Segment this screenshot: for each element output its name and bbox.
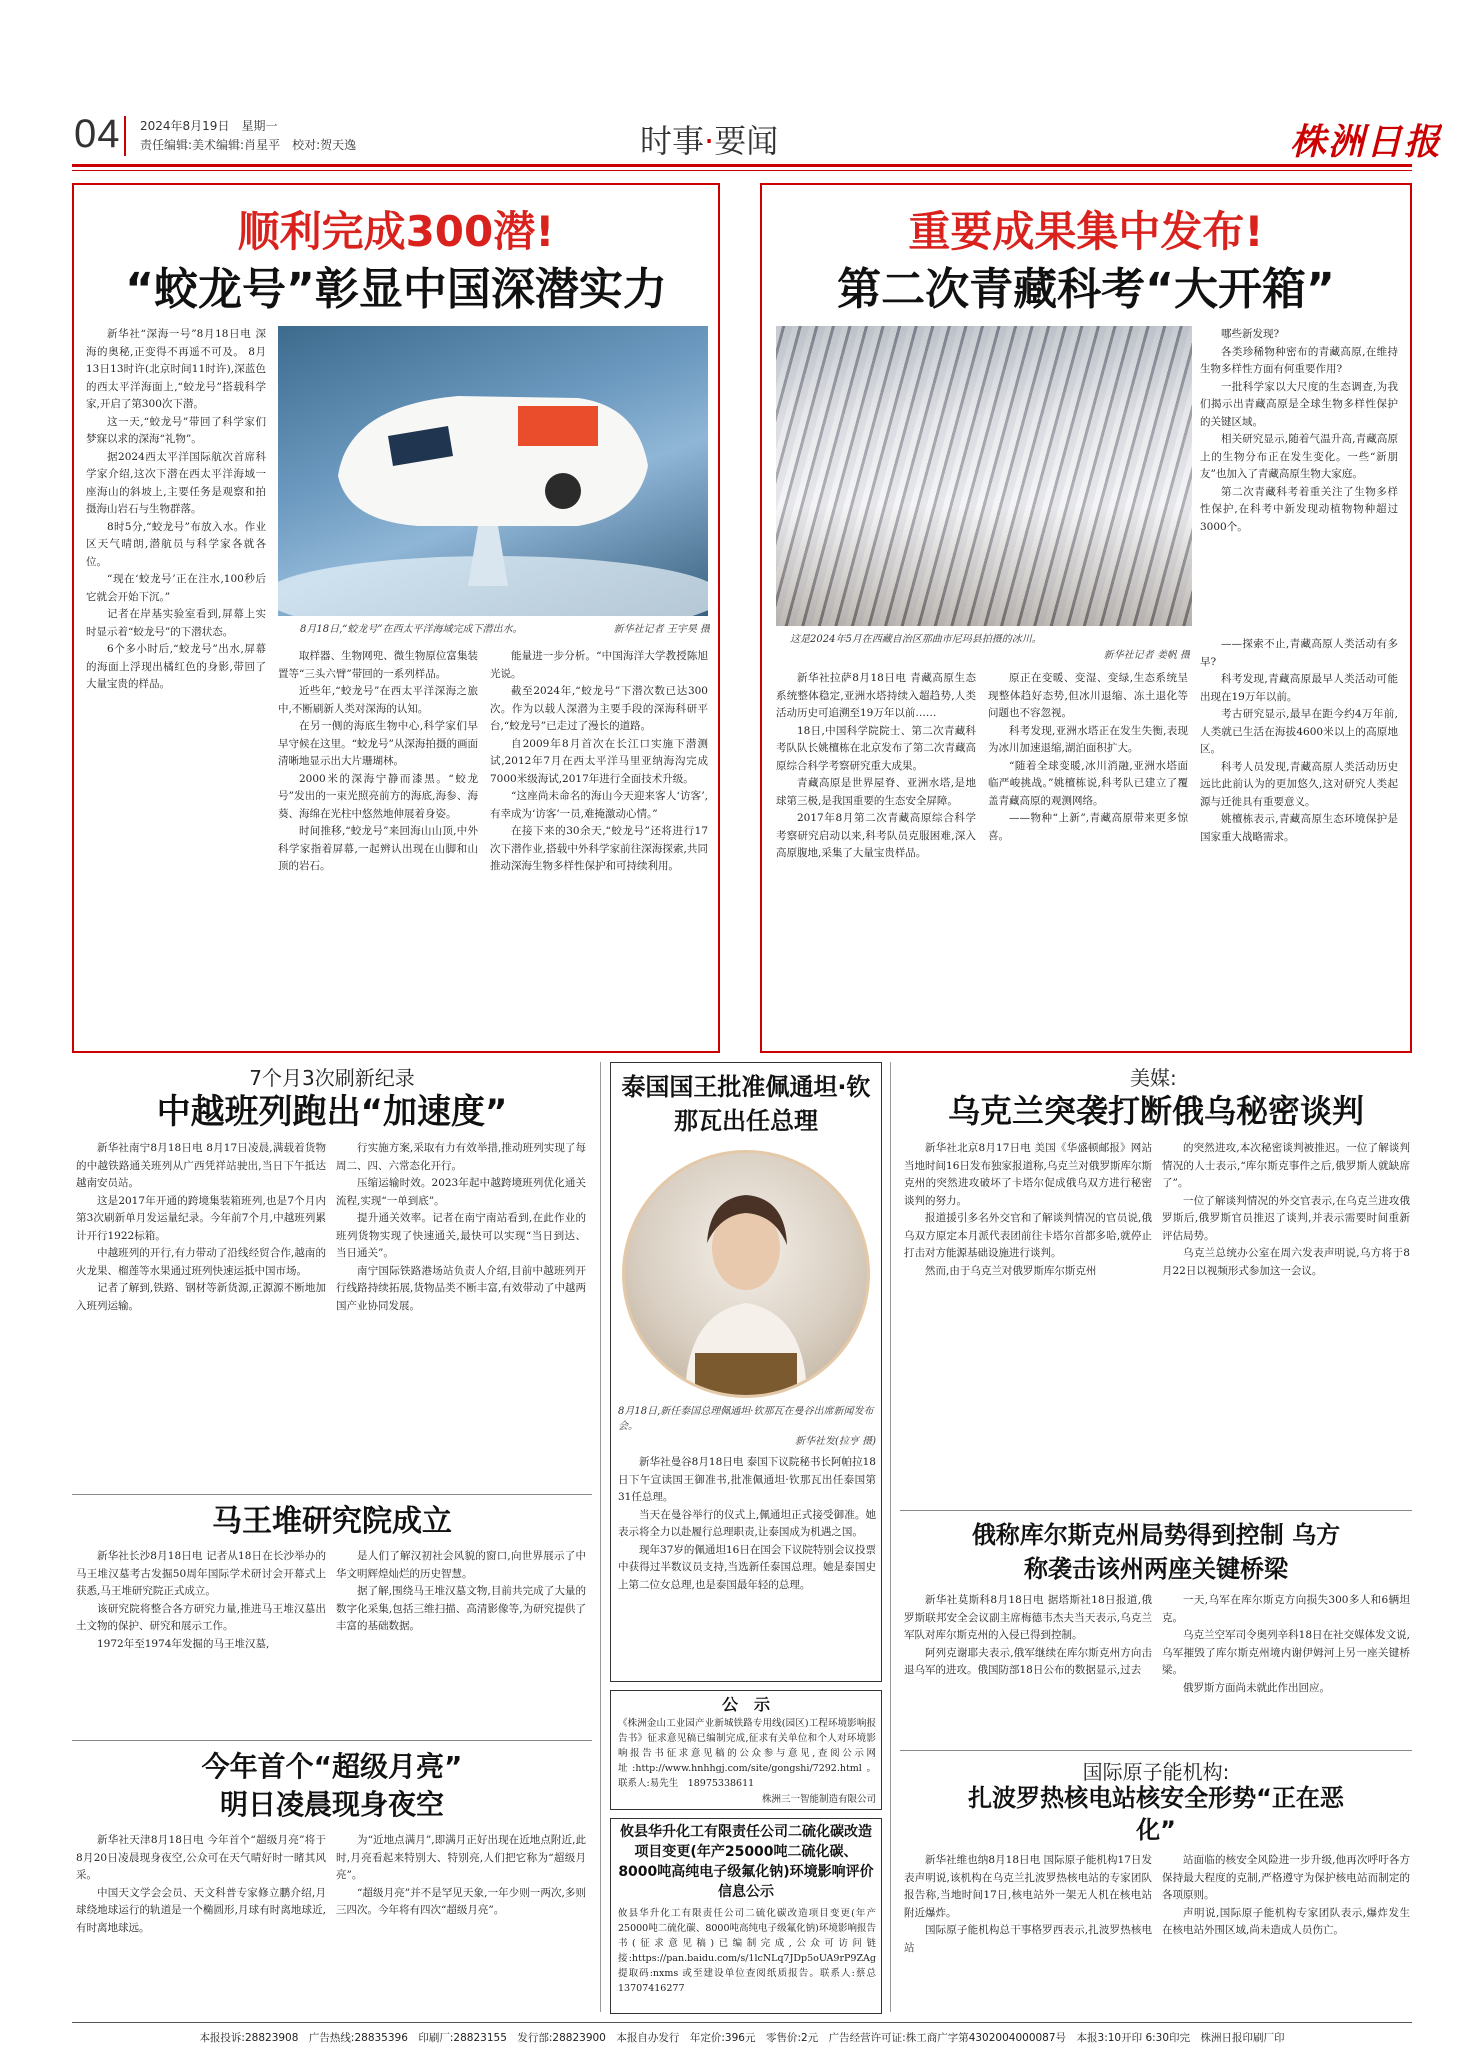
para: 站面临的核安全风险进一步升级,他再次呼吁各方保持最大程度的克制,严格遵守为保护核电站而制定的各项原则。: [1162, 1854, 1410, 1901]
story2-kicker: 重要成果集中发布!: [908, 207, 1264, 256]
story2-col-b2: [988, 670, 1188, 1040]
para: 新华社北京8月17日电 美国《华盛顿邮报》网站当地时间16日发布独家报道称,乌克兰对俄罗斯库尔斯克州的突然进攻破坏了卡塔尔促成俄乌双方进行秘密谈判的努力。: [904, 1142, 1152, 1207]
story5-headline: 明日凌晨现身夜空: [219, 1788, 444, 1821]
footer-info: 本报投诉:28823908 广告热线:28835396 印刷厂:28823155 发行部:28823900 本报自办发行 年定价:396元 零售价:2元 广告经营许可证:株工商广字第4302004000087号 本报3:10开印 6:30印完 株洲日报印刷厂印: [199, 2032, 1285, 2044]
story1-headline: “蛟龙号”彰显中国深潜实力: [125, 264, 667, 315]
divider: [900, 1750, 1412, 1751]
story3-headline: 中越班列跑出“加速度”: [156, 1092, 508, 1132]
story5-col2: [336, 1832, 586, 2012]
notice2-body: 攸县华升化工有限责任公司二硫化碳改造项目变更(年产25000吨二硫化碳、8000吨高纯电子级氟化钠)环境影响报告书(征求意见稿)已编制完成,公众可访问链接:https://pan.baidu.com/s/1lcNLq7JDp5oUA9rP9ZAg 提取码:nxms 或至建设单位查阅纸质报告。联系人:蔡总 13707416277: [618, 1908, 876, 1994]
para: 新华社维也纳8月18日电 国际原子能机构17日发表声明说,该机构在乌克兰扎波罗热核电站的专家团队报告称,当地时间17日,核电站外一架无人机在核电站附近爆炸。: [904, 1854, 1152, 1919]
story2-photo-credit: 新华社记者 姜帆 摄: [1103, 650, 1190, 661]
para: 现年37岁的佩通坦16日在国会下议院特别会议投票中获得过半数议员支持,当选新任泰国总理。她是泰国史上第二位女总理,也是泰国最年轻的总理。: [618, 1543, 876, 1591]
story3-kicker: 7个月3次刷新纪录: [249, 1066, 415, 1090]
header-meta: [140, 117, 356, 155]
para: 近些年,“蛟龙号”在西太平洋深海之旅中,不断刷新人类对深海的认知。: [278, 685, 478, 715]
para: 新华社南宁8月18日电 8月17日凌晨,满载着货物的中越铁路通关班列从广西凭祥站驶出,当日下午抵达越南安员站。: [76, 1142, 326, 1189]
story7-col1: [904, 1140, 1152, 1502]
para: 取样器、生物网兜、微生物原位富集装置等“三头六臂”带回的一系列样品。: [278, 650, 478, 680]
story3-col2: [336, 1140, 586, 1485]
para: 记者在岸基实验室看到,屏幕上实时显示着“蛟龙号”的下潜状态。: [86, 608, 266, 638]
story2-col-r2: [1200, 636, 1398, 1040]
para: 姚檀栋表示,青藏高原生态环境保护是国家重大战略需求。: [1200, 813, 1398, 843]
footer-rule: [72, 2022, 1412, 2023]
para: 提升通关效率。记者在南宁南站看到,在此作业的班列货物实现了快速通关,最快可以实现“当日到达、当日通关”。: [336, 1212, 586, 1259]
glacier-photo: [776, 326, 1192, 626]
section-b: 要闻: [714, 122, 779, 160]
story8-headline: 俄称库尔斯克州局势得到控制 乌方称袭击该州两座关键桥梁: [971, 1521, 1341, 1583]
para: 压缩运输时效。2023年起中越跨境班列优化通关流程,实现“一单到底”。: [336, 1177, 586, 1207]
para: 一天,乌军在库尔斯克方向损失300多人和6辆坦克。: [1162, 1594, 1410, 1624]
story9-headline: 扎波罗热核电站核安全形势“正在恶化”: [968, 1784, 1344, 1844]
para: 科考发现,亚洲水塔正在发生失衡,表现为冰川加速退缩,湖泊面积扩大。: [988, 724, 1188, 754]
para: 报道援引多名外交官和了解谈判情况的官员说,俄乌双方原定本月派代表团前往卡塔尔首都多哈,就停止打击对方能源基础设施进行谈判。: [904, 1212, 1152, 1259]
para: 行实施方案,采取有力有效举措,推动班列实现了每周二、四、六常态化开行。: [336, 1142, 586, 1172]
story4-col1: [76, 1548, 326, 1732]
story1-col1: [86, 326, 266, 1040]
para: 新华社天津8月18日电 今年首个“超级月亮”将于8月20日凌晨现身夜空,公众可在天气晴好时一睹其风采。: [76, 1834, 326, 1881]
story8-col1: [904, 1592, 1152, 1742]
para: 2017年8月第二次青藏高原综合科学考察研究启动以来,科考队员克服困难,深入高原腹地,采集了大量宝贵样品。: [776, 812, 976, 859]
para: 新华社长沙8月18日电 记者从18日在长沙举办的马王堆汉墓考古发掘50周年国际学术研讨会开幕式上获悉,马王堆研究院正式成立。: [76, 1550, 326, 1597]
page-number: 04: [74, 112, 121, 156]
story1-photo-caption: 8月18日,“蛟龙号”在西太平洋海域完成下潜出水。: [300, 624, 523, 635]
para: 中国天文学会会员、天文科普专家修立鹏介绍,月球绕地球运行的轨道是一个椭圆形,月球有时离地球近,有时离地球远。: [76, 1886, 326, 1934]
para: 新华社曼谷8月18日电 泰国下议院秘书长阿帕拉18日下午宣读国王御准书,批准佩通坦·钦那瓦出任泰国第31任总理。: [618, 1456, 876, 1503]
story5-kicker: 今年首个“超级月亮”: [201, 1750, 463, 1783]
story2-headline: 第二次青藏科考“大开箱”: [837, 264, 1335, 315]
notice2-title: 攸县华升化工有限责任公司二硫化碳改造项目变更(年产25000吨二硫化碳、8000吨高纯电子级氟化钠)环境影响评价信息公示: [618, 1824, 874, 1900]
para: 据2024西太平洋国际航次首席科学家介绍,这次下潜在西太平洋海域一座海山的斜坡上,主要任务是观察和拍摄海山岩石与生物群落。: [86, 450, 266, 515]
story1-photo-credit: 新华社记者 王宇昊 摄: [613, 624, 710, 635]
para: 各类珍稀物种密布的青藏高原,在维持生物多样性方面有何重要作用?: [1200, 345, 1398, 375]
section-title: [640, 116, 778, 162]
para: 8时5分,“蛟龙号”布放入水。作业区天气晴朗,潜航员与科学家各就各位。: [86, 520, 266, 568]
para: 声明说,国际原子能机构专家团队表示,爆炸发生在核电站外围区域,尚未造成人员伤亡。: [1162, 1906, 1410, 1936]
story7-col2: [1162, 1140, 1410, 1502]
para: 时间推移,“蛟龙号”来回海山山顶,中外科学家指着屏幕,一起辨认出现在山脚和山顶的岩石。: [278, 825, 478, 872]
story5-col1: [76, 1832, 326, 2012]
story7-headline: 乌克兰突袭打断俄乌秘密谈判: [947, 1092, 1364, 1130]
para: 在接下来的30余天,“蛟龙号”还将进行17次下潜作业,搭载中外科学家前往深海探索,共同推动深海生物多样性保护和可持续利用。: [490, 825, 708, 872]
para: 这是2017年开通的跨境集装箱班列,也是7个月内第3次刷新单月发运量纪录。今年前7个月,中越班列累计开行1922标箱。: [76, 1194, 326, 1242]
para: 2000米的深海宁静而漆黑。“蛟龙号”发出的一束光照亮前方的海底,海参、海葵、海绵在光柱中悠然地伸展着身姿。: [278, 772, 478, 820]
para: 乌克兰总统办公室在周六发表声明说,乌方将于8月22日以视频形式参加这一会议。: [1162, 1247, 1410, 1277]
para: “超级月亮”并不是罕见天象,一年少则一两次,多则三四次。今年将有四次“超级月亮”。: [336, 1886, 586, 1916]
para: 能量进一步分析。“中国海洋大学教授陈旭光说。: [490, 650, 708, 680]
para: 新华社拉萨8月18日电 青藏高原生态系统整体稳定,亚洲水塔持续入超趋势,人类活动历史可追溯至19万年以前……: [776, 672, 976, 719]
notice1-body: 《株洲金山工业园产业新城铁路专用线(园区)工程环境影响报告书》征求意见稿已编制完成,征求有关单位和个人对环境影响报告书征求意见稿的公众参与意见,查阅公示网址:http://www.hnhhgj.com/site/gongshi/7292.html。联系人:易先生 18975338611: [618, 1718, 876, 1789]
column-divider: [890, 1062, 891, 2012]
divider: [900, 1510, 1412, 1511]
para: 考古研究显示,最早在距今约4万年前,人类就已生活在海拔4600米以上的高原地区。: [1200, 708, 1398, 755]
story9-col2: [1162, 1852, 1410, 2012]
story1-col3: [490, 648, 708, 1040]
story1-col2: [278, 648, 478, 1040]
para: ——物种“上新”,青藏高原带来更多惊喜。: [988, 812, 1188, 842]
story6-body: [618, 1454, 876, 1676]
divider: [72, 1494, 592, 1495]
para: 原正在变暖、变湿、变绿,生态系统呈现整体趋好态势,但冰川退缩、冻土退化等问题也不容忽视。: [988, 672, 1188, 719]
para: “随着全球变暖,冰川消融,亚洲水塔面临严峻挑战。”姚檀栋说,科考队已建立了覆盖青藏高原的观测网络。: [988, 759, 1188, 807]
para: 科考人员发现,青藏高原人类活动历史远比此前认为的更加悠久,这对研究人类起源与迁徙具有重要意义。: [1200, 760, 1398, 808]
para: 记者了解到,铁路、钢材等新货源,正源源不断地加入班列运输。: [76, 1282, 326, 1312]
para: “现在‘蛟龙号’正在注水,100秒后它就会开始下沉。”: [86, 573, 266, 603]
para: 是人们了解汉初社会风貌的窗口,向世界展示了中华文明辉煌灿烂的历史智慧。: [336, 1550, 586, 1580]
issue-date: 2024年8月19日 星期一: [140, 119, 278, 133]
story4-headline: 马王堆研究院成立: [212, 1504, 452, 1539]
story4-col2: [336, 1548, 586, 1732]
jiaolong-submersible-photo: [278, 326, 708, 616]
story2-col-b1: [776, 670, 976, 1040]
para: 自2009年8月首次在长江口实施下潜测试,2012年7月在西太平洋马里亚纳海沟完成7000米级海试,2017年进行全面技术升级。: [490, 737, 708, 785]
newspaper-logo: 株洲日报: [1290, 121, 1443, 163]
para: 1972年至1974年发掘的马王堆汉墓,: [97, 1637, 270, 1650]
header-divider: [124, 116, 126, 156]
story2-col-r1: [1200, 326, 1398, 626]
para: 然而,由于乌克兰对俄罗斯库尔斯克州: [925, 1264, 1097, 1277]
section-dot: ·: [704, 122, 715, 160]
para: 哪些新发现?: [1221, 328, 1280, 340]
para: 国际原子能机构总干事格罗西表示,扎波罗热核电站: [904, 1924, 1152, 1954]
para: 俄罗斯方面尚未就此作出回应。: [1183, 1681, 1330, 1694]
story8-col2: [1162, 1592, 1410, 1742]
header-rule: [72, 164, 1412, 167]
story6-photo-credit: 新华社发(拉亨 摄): [795, 1436, 876, 1447]
para: 6个多小时后,“蛟龙号”出水,屏幕的海面上浮现出橘红色的身影,带回了大量宝贵的样品。: [86, 643, 266, 690]
story1-kicker: 顺利完成300潜!: [237, 207, 555, 256]
submersible-illustration: [278, 326, 708, 616]
para: 的突然进攻,本次秘密谈判被推迟。一位了解谈判情况的人士表示,“库尔斯克事件之后,俄罗斯人就缺席了”。: [1162, 1142, 1410, 1189]
story3-col1: [76, 1140, 326, 1485]
para: 18日,中国科学院院士、第二次青藏科考队队长姚檀栋在北京发布了第二次青藏高原综合科学考察研究重大成果。: [776, 724, 976, 772]
para: 乌克兰空军司令奥列辛科18日在社交媒体发文说,乌军摧毁了库尔斯克州境内谢伊姆河上另一座关键桥梁。: [1162, 1629, 1410, 1676]
section-a: 时事: [640, 122, 705, 160]
para: 新华社莫斯科8月18日电 据塔斯社18日报道,俄罗斯联邦安全会议副主席梅德韦杰夫当天表示,乌克兰军队对库尔斯克州的入侵已得到控制。: [904, 1594, 1152, 1641]
para: 阿列克谢耶夫表示,俄军继续在库尔斯克州方向击退乌军的进攻。俄国防部18日公布的数据显示,过去: [904, 1646, 1152, 1676]
para: “这座尚未命名的海山今天迎来客人‘访客’,有幸成为‘访客’一员,难掩激动心情。”: [490, 790, 708, 820]
story7-kicker: 美媒:: [1130, 1066, 1177, 1090]
para: 据了解,围绕马王堆汉墓文物,目前共完成了大量的数字化采集,包括三维扫描、高清影像等,为研究提供了丰富的基础数据。: [336, 1585, 586, 1632]
para: 第二次青藏科考着重关注了生物多样性保护,在科考中新发现动植物物种超过3000个。: [1200, 485, 1398, 533]
story6-photo-caption: 8月18日,新任泰国总理佩通坦·钦那瓦在曼谷出席新闻发布会。: [618, 1406, 874, 1432]
para: 青藏高原是世界屋脊、亚洲水塔,是地球第三极,是我国重要的生态安全屏障。: [776, 777, 976, 807]
header-rule-thin: [72, 170, 1412, 171]
portrait-illustration: [625, 1153, 867, 1395]
story6-headline: 泰国国王批准佩通坦·钦那瓦出任总理: [621, 1073, 871, 1135]
notice1-signature: 株洲三一智能制造有限公司: [761, 1794, 876, 1805]
para: 相关研究显示,随着气温升高,青藏高原上的生物分布正在发生变化。一些“新朋友”也加入了青藏高原生物大家庭。: [1200, 433, 1398, 480]
para: 当天在曼谷举行的仪式上,佩通坦正式接受御准。她表示将全力以赴履行总理职责,让泰国成为机遇之国。: [618, 1508, 876, 1538]
para: 新华社“深海一号”8月18日电 深海的奥秘,正变得不再遥不可及。 8月13日13时许(北京时间11时许),深蓝色的西太平洋海面上,“蛟龙号”搭载科学家,开启了第300次下潜。: [86, 328, 266, 410]
prime-minister-portrait: [622, 1150, 870, 1398]
para: 一位了解谈判情况的外交官表示,在乌克兰进攻俄罗斯后,俄罗斯官员推迟了谈判,并表示需要时间重新评估局势。: [1162, 1194, 1410, 1242]
para: 科考发现,青藏高原最早人类活动可能出现在19万年以前。: [1200, 673, 1398, 703]
story2-photo-caption: 这是2024年5月在西藏自治区那曲市尼玛县拍摄的冰川。: [790, 634, 1042, 645]
para: 该研究院将整合各方研究力量,推进马王堆汉墓出土文物的保护、研究和展示工作。: [76, 1602, 326, 1632]
column-divider: [600, 1062, 601, 2012]
para: 一批科学家以大尺度的生态调查,为我们揭示出青藏高原是全球生物多样性保护的关键区域。: [1200, 380, 1398, 428]
para: 中越班列的开行,有力带动了沿线经贸合作,越南的火龙果、榴莲等水果通过班列快速运抵中国市场。: [76, 1247, 326, 1277]
para: ——探索不止,青藏高原人类活动有多早?: [1200, 638, 1398, 668]
para: 南宁国际铁路港场站负责人介绍,目前中越班列开行线路持续拓展,货物品类不断丰富,有效带动了中越两国产业协同发展。: [336, 1264, 586, 1312]
para: 在另一侧的海底生物中心,科学家们早早守候在这里。“蛟龙号”从深海拍摄的画面清晰地显示出大片珊瑚林。: [278, 720, 478, 767]
para: 这一天,“蛟龙号”带回了科学家们梦寐以求的深海“礼物”。: [86, 415, 266, 445]
para: 为“近地点满月”,即满月正好出现在近地点附近,此时,月亮看起来特别大、特别亮,人们把它称为“超级月亮”。: [336, 1834, 586, 1881]
story9-kicker: 国际原子能机构:: [1082, 1760, 1230, 1784]
para: 截至2024年,“蛟龙号”下潜次数已达300次。作为以载人深潜为主要手段的深海科研平台,“蛟龙号”已走过了漫长的道路。: [490, 685, 708, 732]
editors-line: 责任编辑:美术编辑:肖星平 校对:贺天逸: [140, 138, 357, 152]
divider: [72, 1740, 592, 1741]
story9-col1: [904, 1852, 1152, 2012]
notice1-title: 公 示: [721, 1695, 770, 1714]
